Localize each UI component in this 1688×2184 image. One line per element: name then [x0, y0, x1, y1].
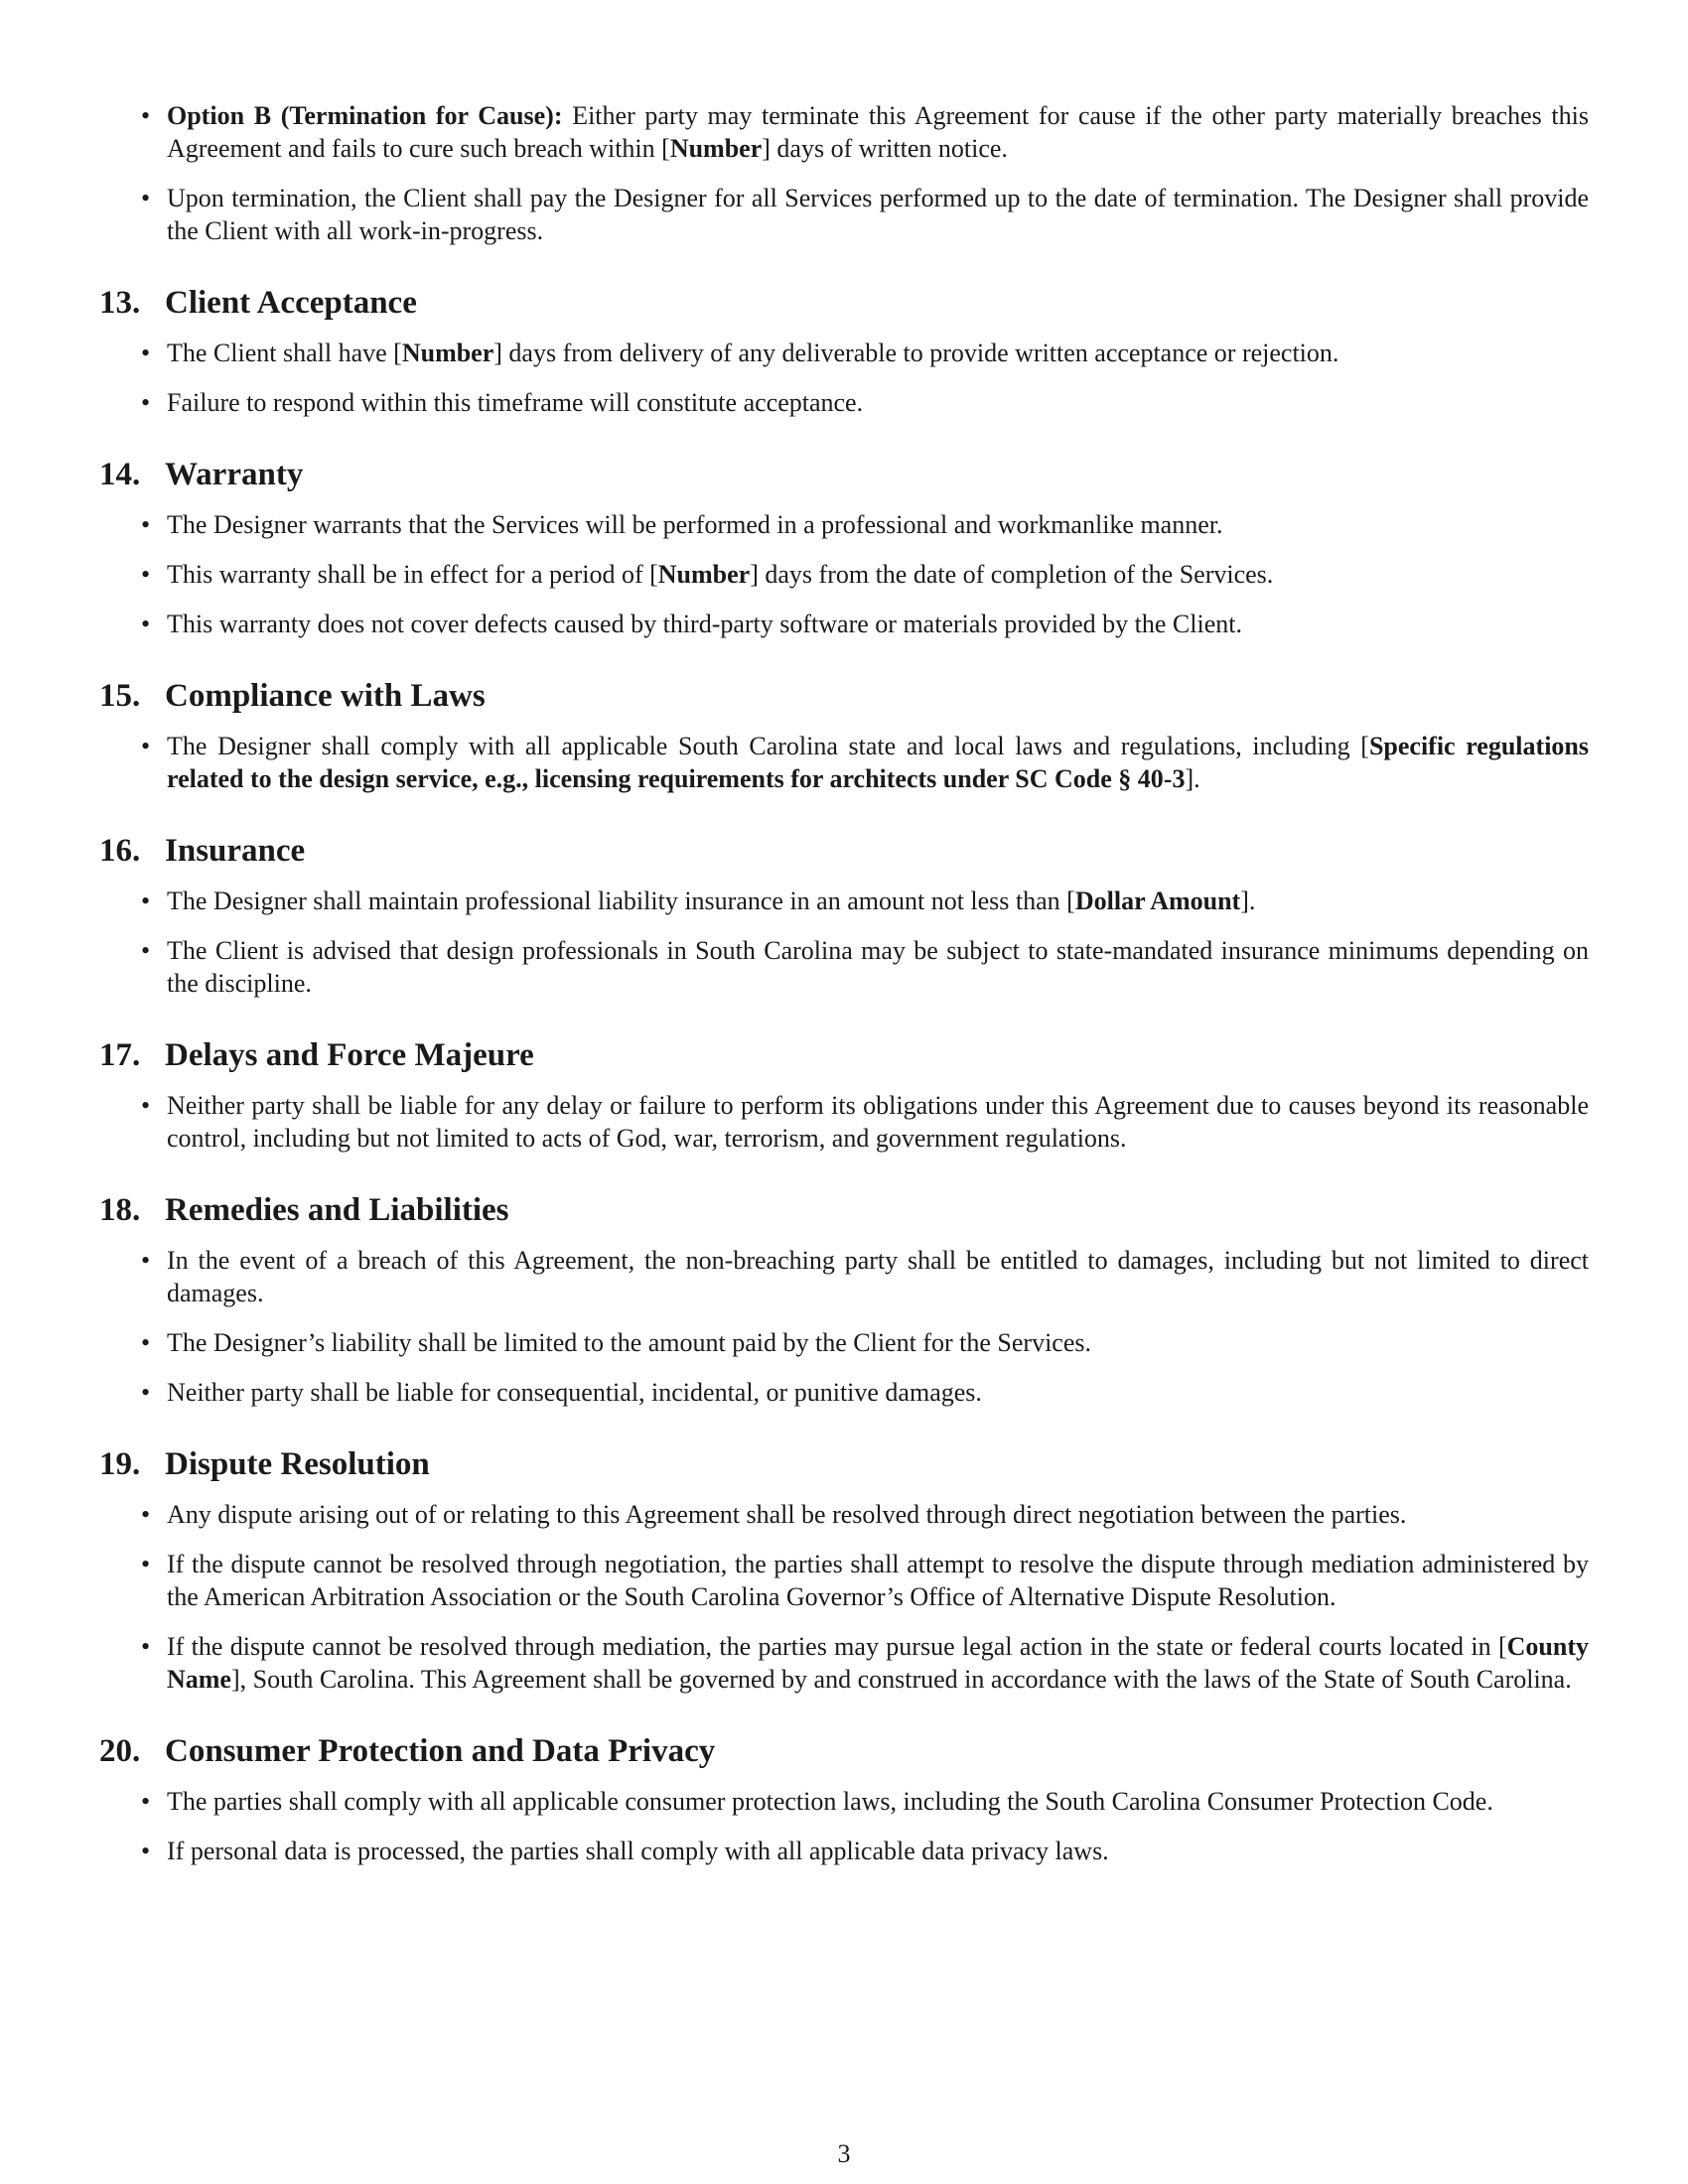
section-heading — [99, 1731, 1589, 1771]
bullet-icon: • — [141, 510, 151, 539]
section-number: 14. — [99, 457, 141, 492]
list-item — [99, 1376, 1589, 1409]
bullet-icon: • — [141, 610, 151, 638]
section-number: 13. — [99, 285, 141, 321]
list-item — [99, 1244, 1589, 1309]
section-title: Warranty — [165, 457, 304, 492]
bullet-icon: • — [141, 887, 151, 915]
section-heading — [99, 1190, 1589, 1230]
section-title: Client Acceptance — [165, 285, 417, 321]
section-number: 15. — [99, 678, 141, 714]
item-text: This warranty does not cover defects caused by third-party software or materials provided by the Client. — [167, 610, 1242, 638]
list-item — [99, 386, 1589, 419]
section-number: 19. — [99, 1446, 141, 1482]
section-list — [99, 508, 1589, 640]
section-list — [99, 1089, 1589, 1155]
item-text: The parties shall comply with all applicable consumer protection laws, including the South Carolina Consumer Protection Code. — [167, 1787, 1493, 1816]
section-title: Compliance with Laws — [165, 678, 486, 714]
item-text: ] days from the date of completion of the Services. — [750, 560, 1274, 589]
item-text: If the dispute cannot be resolved through mediation, the parties may pursue legal action in the state or federal courts located in [ — [167, 1632, 1507, 1661]
bullet-icon: • — [141, 101, 151, 130]
item-text: The Designer shall maintain professional liability insurance in an amount not less than [ — [167, 887, 1075, 915]
list-item — [99, 885, 1589, 917]
item-text: Neither party shall be liable for any delay or failure to perform its obligations under this Agreement due to causes beyond its reasonable control, including but not limited to acts of God, war, terrorism, and government regulations. — [167, 1091, 1589, 1153]
section-heading — [99, 1444, 1589, 1484]
list-item — [99, 1785, 1589, 1818]
section-title: Insurance — [165, 833, 306, 869]
bullet-icon: • — [141, 339, 151, 367]
section-title: Dispute Resolution — [165, 1446, 430, 1482]
placeholder-bold-text: Option B (Termination for Cause): — [167, 101, 563, 130]
section-list — [99, 730, 1589, 795]
section-list — [99, 1244, 1589, 1409]
section-list — [99, 337, 1589, 419]
list-item — [99, 337, 1589, 369]
item-text: ] days from delivery of any deliverable to provide written acceptance or rejection. — [493, 339, 1339, 367]
list-item — [99, 1548, 1589, 1613]
bullet-icon: • — [141, 1091, 151, 1120]
item-text: The Designer warrants that the Services will be performed in a professional and workmanlike manner. — [167, 510, 1223, 539]
item-text: The Client is advised that design professionals in South Carolina may be subject to state-mandated insurance minimums depending on the discipline. — [167, 936, 1589, 998]
section-heading — [99, 283, 1589, 323]
bullet-icon: • — [141, 184, 151, 212]
item-text: Upon termination, the Client shall pay the Designer for all Services performed up to the date of termination. The Designer shall provide the Client with all work-in-progress. — [167, 184, 1589, 245]
section-heading — [99, 1035, 1589, 1075]
section-number: 20. — [99, 1733, 141, 1769]
bullet-icon: • — [141, 1500, 151, 1529]
bullet-icon: • — [141, 1328, 151, 1357]
item-text: ]. — [1240, 887, 1256, 915]
page-number: 3 — [837, 2139, 851, 2168]
list-item — [99, 934, 1589, 1000]
bullet-icon: • — [141, 1378, 151, 1407]
list-item — [99, 508, 1589, 541]
item-text: The Client shall have [ — [167, 339, 402, 367]
section-number: 17. — [99, 1037, 141, 1073]
bullet-icon: • — [141, 732, 151, 760]
item-text: The Designer shall comply with all applicable South Carolina state and local laws and regulations, including [ — [167, 732, 1369, 760]
item-text: Neither party shall be liable for consequential, incidental, or punitive damages. — [167, 1378, 982, 1407]
item-text: If the dispute cannot be resolved through negotiation, the parties shall attempt to resolve the dispute through mediation administered by the American Arbitration Association or the South Carolina Governor’s Office of Alternative Dispute Resolution. — [167, 1550, 1589, 1611]
item-text: Any dispute arising out of or relating to this Agreement shall be resolved through direct negotiation between the parties. — [167, 1500, 1407, 1529]
section-list — [99, 885, 1589, 1000]
list-item — [99, 608, 1589, 640]
section-list — [99, 1785, 1589, 1867]
item-text: ] days of written notice. — [762, 134, 1008, 163]
list-item — [99, 1630, 1589, 1696]
placeholder-bold-text: Dollar Amount — [1074, 887, 1241, 915]
list-item — [99, 1326, 1589, 1359]
section-title: Consumer Protection and Data Privacy — [165, 1733, 716, 1769]
placeholder-bold-text: Number — [669, 134, 763, 163]
document-page — [99, 99, 1589, 1884]
item-text: If personal data is processed, the parties shall comply with all applicable data privacy laws. — [167, 1837, 1109, 1865]
list-item — [99, 558, 1589, 591]
bullet-icon: • — [141, 1787, 151, 1816]
sections-container — [99, 283, 1589, 1867]
section-heading — [99, 831, 1589, 871]
item-text: The Designer’s liability shall be limited to the amount paid by the Client for the Services. — [167, 1328, 1091, 1357]
item-text: Either party may terminate this Agreement for cause if the other party materially breaches this Agreement and fails to cure such breach within [ — [167, 101, 1589, 163]
section-title: Delays and Force Majeure — [165, 1037, 534, 1073]
placeholder-bold-text: County Name — [167, 1632, 1589, 1694]
section-list — [99, 1498, 1589, 1696]
item-text: Failure to respond within this timeframe will constitute acceptance. — [167, 388, 864, 417]
bullet-icon: • — [141, 560, 151, 589]
bullet-icon: • — [141, 936, 151, 965]
intro-list — [99, 99, 1589, 247]
bullet-icon: • — [141, 1632, 151, 1661]
section-number: 18. — [99, 1192, 141, 1228]
section-title: Remedies and Liabilities — [165, 1192, 509, 1228]
placeholder-bold-text: Number — [657, 560, 751, 589]
bullet-icon: • — [141, 388, 151, 417]
placeholder-bold-text: Number — [401, 339, 494, 367]
bullet-icon: • — [141, 1246, 151, 1275]
list-item — [99, 1498, 1589, 1531]
bullet-icon: • — [141, 1550, 151, 1578]
item-text: ], South Carolina. This Agreement shall be governed by and construed in accordance with the laws of the State of South Carolina. — [230, 1665, 1572, 1694]
item-text: ]. — [1185, 764, 1200, 793]
list-item — [99, 1835, 1589, 1867]
list-item — [99, 730, 1589, 795]
list-item — [99, 99, 1589, 165]
list-item — [99, 1089, 1589, 1155]
list-item — [99, 182, 1589, 247]
item-text: In the event of a breach of this Agreement, the non-breaching party shall be entitled to damages, including but not limited to direct damages. — [167, 1246, 1589, 1307]
item-text: This warranty shall be in effect for a period of [ — [167, 560, 658, 589]
section-number: 16. — [99, 833, 141, 869]
section-heading — [99, 676, 1589, 716]
bullet-icon: • — [141, 1837, 151, 1865]
placeholder-bold-text: Specific regulations related to the design service, e.g., licensing requirements for architects under SC Code § 40-3 — [167, 732, 1589, 793]
section-heading — [99, 455, 1589, 494]
